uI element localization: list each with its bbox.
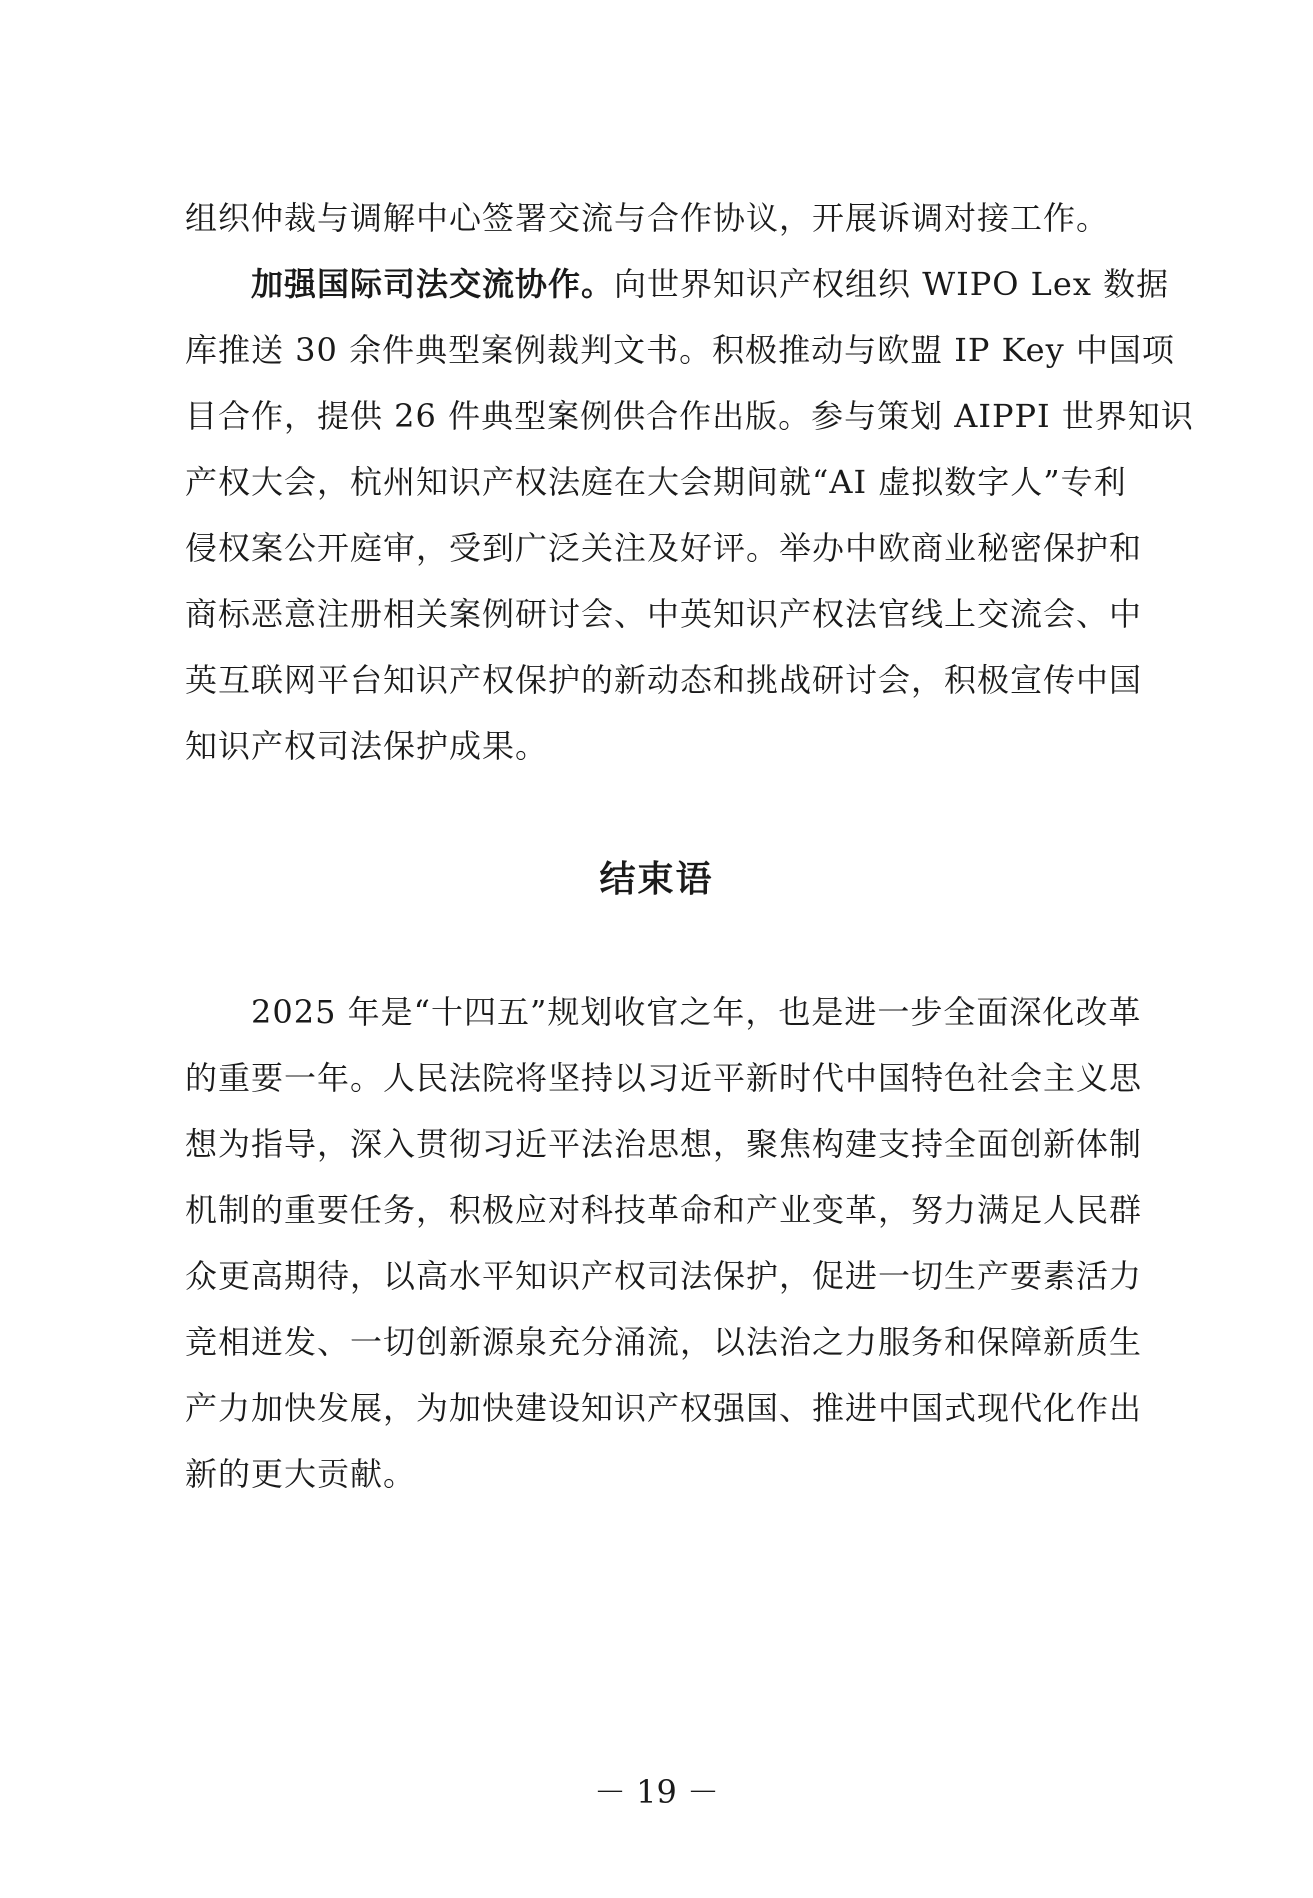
paragraph-line: 库推送 30 余件典型案例裁判文书。积极推动与欧盟 IP Key 中国项 xyxy=(185,331,1175,369)
paragraph-line: 机制的重要任务，积极应对科技革命和产业变革，努力满足人民群 xyxy=(185,1191,1143,1229)
paragraph-line: 侵权案公开庭审，受到广泛关注及好评。举办中欧商业秘密保护和 xyxy=(185,529,1143,567)
paragraph-line: 想为指导，深入贯彻习近平法治思想，聚焦构建支持全面创新体制 xyxy=(185,1125,1143,1163)
paragraph-line: 众更高期待，以高水平知识产权司法保护，促进一切生产要素活力 xyxy=(185,1257,1143,1295)
paragraph-line: 知识产权司法保护成果。 xyxy=(185,727,549,765)
page-number: － 19 － xyxy=(593,1773,720,1811)
paragraph-line: 竞相迸发、一切创新源泉充分涌流，以法治之力服务和保障新质生 xyxy=(185,1323,1143,1361)
paragraph-line: 产力加快发展，为加快建设知识产权强国、推进中国式现代化作出 xyxy=(185,1389,1143,1427)
paragraph-line-text: 向世界知识产权组织 WIPO Lex 数据 xyxy=(614,265,1170,303)
paragraph-first-line: 2025 年是“十四五”规划收官之年，也是进一步全面深化改革 xyxy=(251,993,1142,1031)
paragraph-line: 商标恶意注册相关案例研讨会、中英知识产权法官线上交流会、中 xyxy=(185,595,1143,633)
paragraph-first-line xyxy=(251,264,1169,304)
paragraph-line: 新的更大贡献。 xyxy=(185,1455,417,1493)
section-heading: 结束语 xyxy=(599,859,714,900)
paragraph-line: 目合作，提供 26 件典型案例供合作出版。参与策划 AIPPI 世界知识 xyxy=(185,397,1194,435)
paragraph-line: 英互联网平台知识产权保护的新动态和挑战研讨会，积极宣传中国 xyxy=(185,661,1143,699)
paragraph-lead-heading: 加强国际司法交流协作。 xyxy=(251,265,615,303)
paragraph-line: 产权大会，杭州知识产权法庭在大会期间就“AI 虚拟数字人”专利 xyxy=(185,463,1127,501)
paragraph-line: 的重要一年。人民法院将坚持以习近平新时代中国特色社会主义思 xyxy=(185,1059,1143,1097)
paragraph-line: 组织仲裁与调解中心签署交流与合作协议，开展诉调对接工作。 xyxy=(185,199,1110,237)
